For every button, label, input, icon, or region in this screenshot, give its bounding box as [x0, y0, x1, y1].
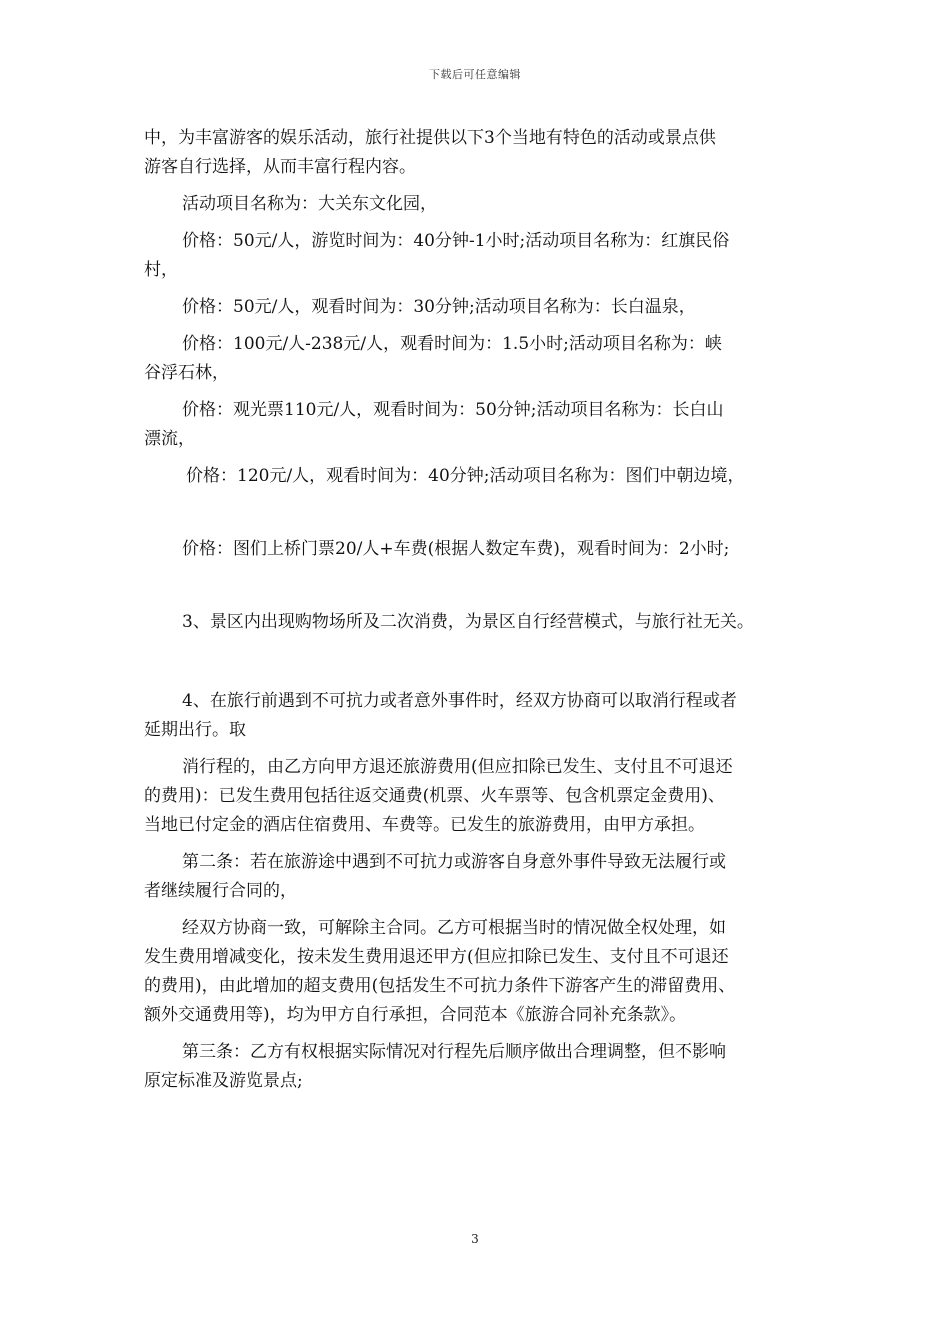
paragraph-line: 第三条：乙方有权根据实际情况对行程先后顺序做出合理调整，但不影响	[182, 1042, 726, 1062]
paragraph-line: 活动项目名称为：大关东文化园，	[182, 194, 437, 214]
paragraph-line: 漂流，	[144, 429, 195, 449]
paragraph-line: 的费用)：已发生费用包括往返交通费(机票、火车票等、包含机票定金费用)、	[144, 786, 725, 806]
paragraph-line: 经双方协商一致，可解除主合同。乙方可根据当时的情况做全权处理，如	[182, 918, 726, 938]
paragraph-line: 消行程的，由乙方向甲方退还旅游费用(但应扣除已发生、支付且不可退还	[182, 757, 733, 777]
document-body	[144, 124, 814, 1104]
paragraph-line: 价格：图们上桥门票20/人+车费(根据人数定车费)，观看时间为：2小时;	[182, 539, 730, 559]
paragraph-line: 发生费用增减变化，按未发生费用退还甲方(但应扣除已发生、支付且不可退还	[144, 947, 729, 967]
paragraph-line: 游客自行选择，从而丰富行程内容。	[144, 157, 416, 177]
paragraph-line: 3、景区内出现购物场所及二次消费，为景区自行经营模式，与旅行社无关。	[182, 612, 754, 632]
page-number: 3	[471, 1232, 479, 1246]
paragraph-line: 价格：120元/人，观看时间为：40分钟;活动项目名称为：图们中朝边境，	[186, 466, 745, 486]
paragraph-line: 谷浮石林，	[144, 363, 229, 383]
paragraph-line: 价格：观光票110元/人，观看时间为：50分钟;活动项目名称为：长白山	[182, 400, 724, 420]
paragraph-line: 4、在旅行前遇到不可抗力或者意外事件时，经双方协商可以取消行程或者	[182, 691, 737, 711]
paragraph-line: 第二条：若在旅游途中遇到不可抗力或游客自身意外事件导致无法履行或	[182, 852, 726, 872]
paragraph-line: 村，	[144, 260, 178, 280]
paragraph-line: 当地已付定金的酒店住宿费用、车费等。已发生的旅游费用，由甲方承担。	[144, 815, 705, 835]
paragraph-line: 价格：50元/人，观看时间为：30分钟;活动项目名称为：长白温泉，	[182, 297, 696, 317]
page-header: 下载后可任意编辑	[429, 68, 521, 81]
paragraph-line: 额外交通费用等)，均为甲方自行承担，合同范本《旅游合同补充条款》。	[144, 1005, 687, 1025]
paragraph-line: 者继续履行合同的，	[144, 881, 297, 901]
paragraph-line: 价格：50元/人，游览时间为：40分钟-1小时;活动项目名称为：红旗民俗	[182, 231, 730, 251]
paragraph-line: 原定标准及游览景点;	[144, 1071, 303, 1091]
paragraph-line: 的费用)，由此增加的超支费用(包括发生不可抗力条件下游客产生的滞留费用、	[144, 976, 736, 996]
paragraph-line: 延期出行。取	[144, 720, 246, 740]
paragraph-line: 价格：100元/人-238元/人，观看时间为：1.5小时;活动项目名称为：峡	[182, 334, 722, 354]
paragraph-line: 中，为丰富游客的娱乐活动，旅行社提供以下3个当地有特色的活动或景点供	[144, 128, 716, 148]
